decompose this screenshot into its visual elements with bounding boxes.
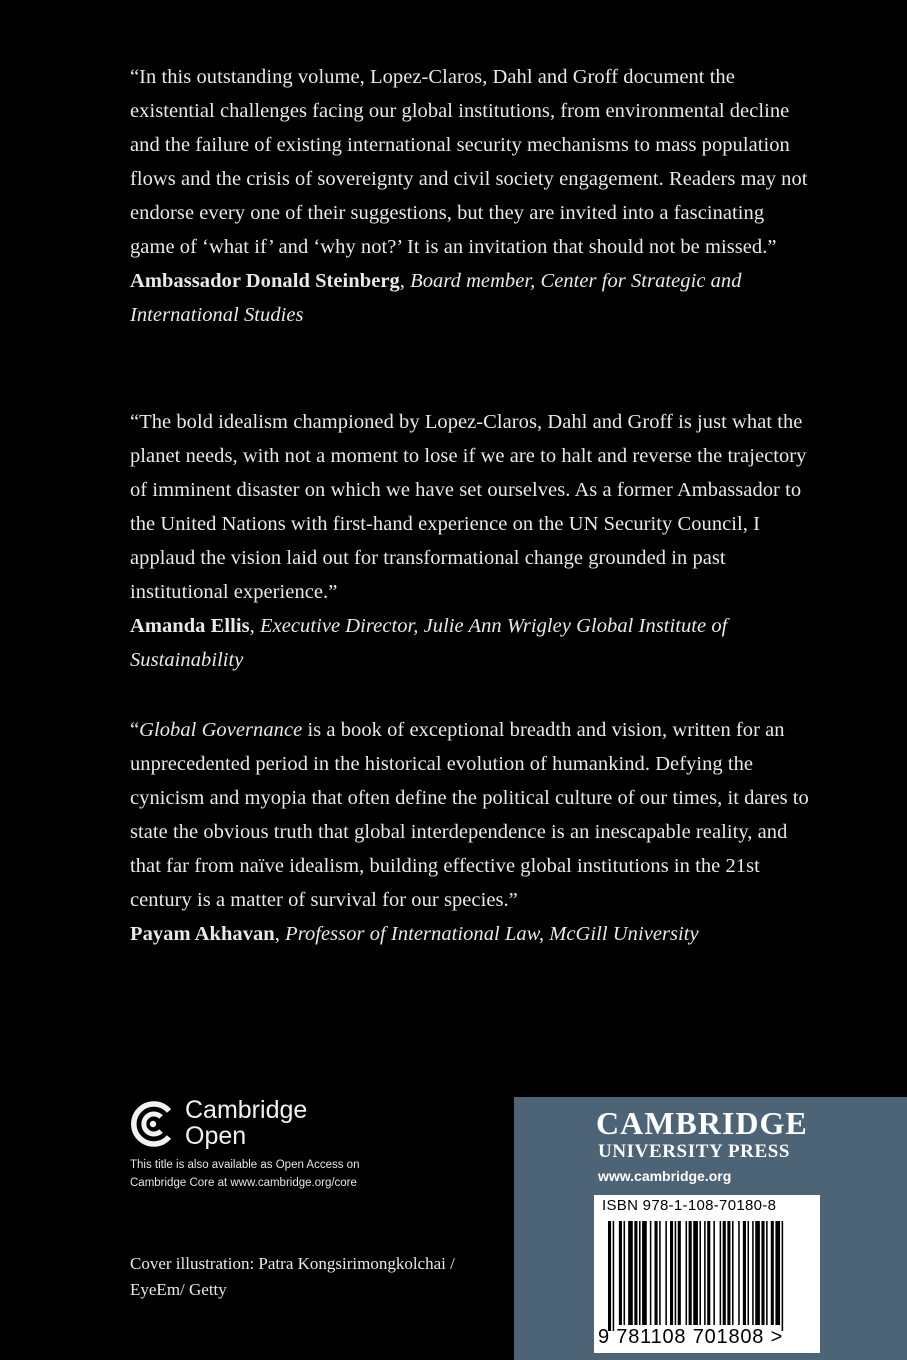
quote-3-open-mark: “ — [130, 719, 140, 741]
barcode-bar — [628, 1221, 633, 1325]
open-access-note — [130, 1156, 430, 1192]
barcode-bar — [665, 1221, 667, 1325]
publisher-name: CAMBRIDGE — [596, 1105, 808, 1141]
barcode-bar — [727, 1221, 730, 1325]
barcode-bar — [732, 1221, 734, 1325]
barcode-bar — [752, 1221, 754, 1325]
barcode-bar — [766, 1221, 768, 1325]
quote-2-role: Executive Director, Julie Ann Wrigley Global Institute of Sustainability — [130, 615, 728, 671]
quote-2-attribution: Amanda Ellis, Executive Director, Julie Ann Wrigley Global Institute of Sustainability — [130, 615, 728, 671]
barcode-bar — [699, 1221, 701, 1325]
barcode-bar — [639, 1221, 641, 1325]
credit-line-2: EyeEm/ Getty — [130, 1280, 227, 1299]
quote-3-text-rest: is a book of exceptional breadth and vision, written for an unprecedented period in the historical evolution of humankind. Defying the cynicism and myopia that often define the political culture of our times, it dares to state the obvious truth that global interdependence is an inescapable reality, and that far from naïve idealism, building effective global institutions in the 21st century is a matter of survival for our species.” — [130, 719, 809, 911]
barcode-bar — [678, 1221, 681, 1325]
open-access-note-line-1: This title is also available as Open Access on — [130, 1159, 360, 1171]
barcode-bar — [675, 1221, 677, 1325]
isbn-label: ISBN 978-1-108-70180-8 — [602, 1197, 777, 1214]
quote-3-book-title: Global Governance — [139, 719, 303, 741]
barcode-bar — [613, 1221, 615, 1331]
barcode-bar — [704, 1221, 706, 1325]
barcode-bar — [693, 1221, 698, 1325]
quote-3-role: Professor of International Law, McGill University — [285, 923, 699, 945]
barcode-bar — [634, 1221, 637, 1325]
barcode-bar — [761, 1221, 764, 1325]
barcode-bar — [686, 1221, 688, 1325]
barcode-bar — [775, 1221, 780, 1325]
publisher-box — [514, 1097, 907, 1360]
quote-1-role: Board member, Center for Strategic and International Studies — [130, 270, 742, 326]
barcode-digits: 9 781108 701808 > — [598, 1326, 784, 1348]
barcode-bar — [619, 1221, 622, 1325]
barcode-bar — [670, 1221, 673, 1325]
cover-illustration-credit — [130, 1251, 510, 1303]
barcode-bar — [755, 1221, 760, 1325]
quote-2 — [130, 405, 810, 677]
cambridge-open-logo — [128, 1097, 428, 1157]
barcode-bar — [782, 1221, 784, 1331]
barcode-bar — [689, 1221, 692, 1325]
barcode-bar — [723, 1221, 726, 1325]
quote-3-name: Payam Akhavan — [130, 923, 275, 945]
barcode-bar — [738, 1221, 740, 1325]
barcode-bar — [655, 1221, 658, 1325]
barcode-bar — [642, 1221, 647, 1325]
quote-1-name: Ambassador Donald Steinberg — [130, 270, 400, 292]
cambridge-open-mark-icon — [128, 1099, 178, 1149]
quote-1-text: “In this outstanding volume, Lopez-Claros, Dahl and Groff document the existential challenges facing our global institutions, from environmental decline and the failure of existing international security mechanisms to mass population flows and the crisis of sovereignty and civil society engagement. Readers may not endorse every one of their suggestions, but they are invited into a fascinating game of ‘what if’ and ‘why not?’ It is an invitation that should not be missed.” — [130, 66, 808, 258]
barcode-bar — [720, 1221, 722, 1325]
barcode-bar — [743, 1221, 746, 1325]
barcode — [594, 1195, 820, 1353]
barcode-bar — [608, 1221, 611, 1331]
quote-3 — [130, 713, 810, 951]
credit-line-1: Cover illustration: Patra Kongsirimongkolchai / — [130, 1254, 455, 1273]
cambridge-open-wordmark — [185, 1097, 307, 1149]
barcode-bar — [624, 1221, 626, 1325]
barcode-bar — [771, 1221, 774, 1325]
barcode-bar — [650, 1221, 652, 1325]
publisher-subname: UNIVERSITY PRESS — [598, 1141, 791, 1162]
barcode-bar — [659, 1221, 661, 1325]
barcode-bar — [713, 1221, 715, 1325]
barcode-bar — [707, 1221, 710, 1325]
quote-3-attribution: Payam Akhavan, Professor of International Law, McGill University — [130, 923, 699, 945]
quote-2-name: Amanda Ellis — [130, 615, 250, 637]
cambridge-open-word-1: Cambridge — [185, 1096, 308, 1124]
open-access-note-line-2: Cambridge Core at www.cambridge.org/core — [130, 1177, 357, 1189]
publisher-url: www.cambridge.org — [598, 1168, 732, 1184]
quote-3-text — [130, 713, 810, 917]
cambridge-open-word-2: Open — [185, 1122, 247, 1150]
quote-2-text: “The bold idealism championed by Lopez-Claros, Dahl and Groff is just what the planet needs, with not a moment to lose if we are to halt and reverse the trajectory of imminent disaster on which we have set ourselves. As a former Ambassador to the United Nations with first-hand experience on the UN Security Council, I applaud the vision laid out for transformational change grounded in past institutional experience.” — [130, 411, 807, 603]
barcode-bar — [748, 1221, 750, 1325]
quote-1 — [130, 60, 810, 332]
quote-1-attribution: Ambassador Donald Steinberg, Board member, Center for Strategic and International Studies — [130, 270, 742, 326]
